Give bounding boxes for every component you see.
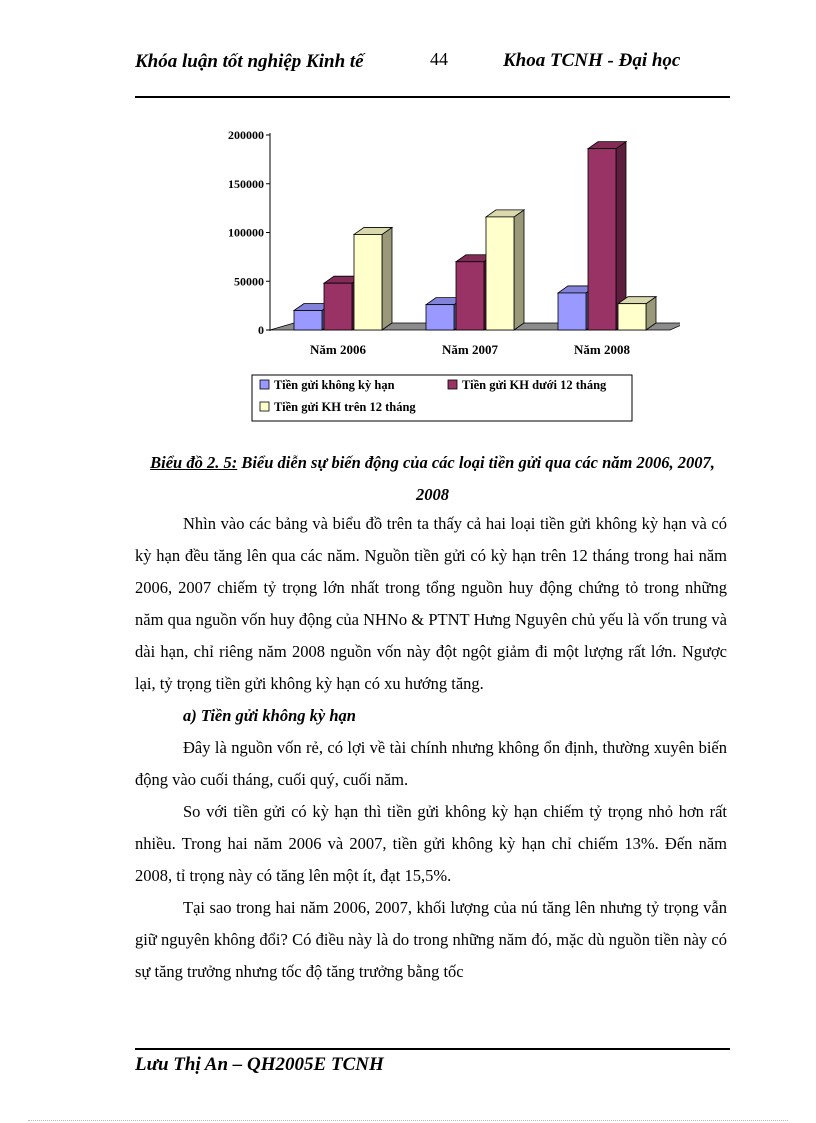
paragraph-2: Đây là nguồn vốn rẻ, có lợi về tài chính nhưng không ổn định, thường xuyên biến động vào cuối tháng, cuối quý, cuối năm. <box>135 738 727 789</box>
x-tick-label: Năm 2007 <box>442 342 498 357</box>
legend-swatch <box>260 380 269 389</box>
y-tick-label: 50000 <box>234 274 264 289</box>
bar <box>426 305 454 330</box>
deposit-chart <box>200 120 680 430</box>
legend-label: Tiền gửi KH trên 12 tháng <box>274 400 416 414</box>
bar <box>354 234 382 330</box>
bar <box>294 311 322 331</box>
legend-swatch <box>260 402 269 411</box>
paragraph-3: So với tiền gửi có kỳ hạn thì tiền gửi không kỳ hạn chiếm tỷ trọng nhỏ hơn rất nhiều. Trong hai năm 2006 và 2007, tiền gửi không kỳ hạn chỉ chiếm 13%. Đến năm 2008, tỉ trọng này có tăng lên một ít, đạt 15,5%. <box>135 802 727 885</box>
header-right: Khoa TCNH - Đại học <box>503 50 681 71</box>
page-number: 44 <box>430 49 448 69</box>
legend-label: Tiền gửi không kỳ hạn <box>274 378 395 392</box>
footer-text: Lưu Thị An – QH2005E TCNH <box>135 1054 384 1075</box>
header-left: Khóa luận tốt nghiệp Kinh tế <box>135 51 364 72</box>
x-tick-label: Năm 2006 <box>310 342 366 357</box>
caption-text: Biểu diễn sự biến động của các loại tiền gửi qua các năm 2006, 2007, 2008 <box>237 453 715 504</box>
y-tick-label: 100000 <box>228 225 264 240</box>
bar <box>588 149 616 330</box>
section-heading: a) Tiền gửi không kỳ hạn <box>183 706 356 725</box>
x-tick-label: Năm 2008 <box>574 342 630 357</box>
body-text <box>135 508 727 988</box>
y-tick-label: 0 <box>258 323 264 337</box>
paragraph-4: Tại sao trong hai năm 2006, 2007, khối lượng của nú tăng lên nhưng tỷ trọng vẫn giữ nguyên không đổi? Có điều này là do trong những năm đó, mặc dù nguồn tiền này có sự tăng trưởng nhưng tốc độ tăng trưởng bằng tốc <box>135 898 727 981</box>
figure-caption <box>135 447 730 511</box>
bar <box>456 262 484 330</box>
y-tick-label: 200000 <box>228 128 264 142</box>
page-edge <box>28 1120 788 1121</box>
bar-side <box>382 227 392 330</box>
legend-label: Tiền gửi KH dưới 12 tháng <box>462 378 607 392</box>
legend-swatch <box>448 380 457 389</box>
bar <box>558 293 586 330</box>
bar <box>618 304 646 330</box>
caption-label: Biểu đồ 2. 5: <box>150 453 238 472</box>
y-tick-label: 150000 <box>228 176 264 191</box>
header-rule <box>135 96 730 98</box>
paragraph-1: Nhìn vào các bảng và biểu đồ trên ta thấy cả hai loại tiền gửi không kỳ hạn và có kỳ hạn đều tăng lên qua các năm. Nguồn tiền gửi có kỳ hạn trên 12 tháng trong hai năm 2006, 2007 chiếm tỷ trọng lớn nhất trong tổng nguồn huy động chứng tỏ trong những năm qua nguồn vốn huy động của NHNo & PTNT Hưng Nguyên chủ yếu là vốn trung và dài hạn, chỉ riêng năm 2008 nguồn vốn này đột ngột giảm đi một lượng rất lớn. Ngược lại, tỷ trọng tiền gửi không kỳ hạn có xu hướng tăng. <box>135 514 727 693</box>
bar <box>324 283 352 330</box>
bar-side <box>514 210 524 330</box>
bar <box>486 217 514 330</box>
footer-rule <box>135 1048 730 1050</box>
